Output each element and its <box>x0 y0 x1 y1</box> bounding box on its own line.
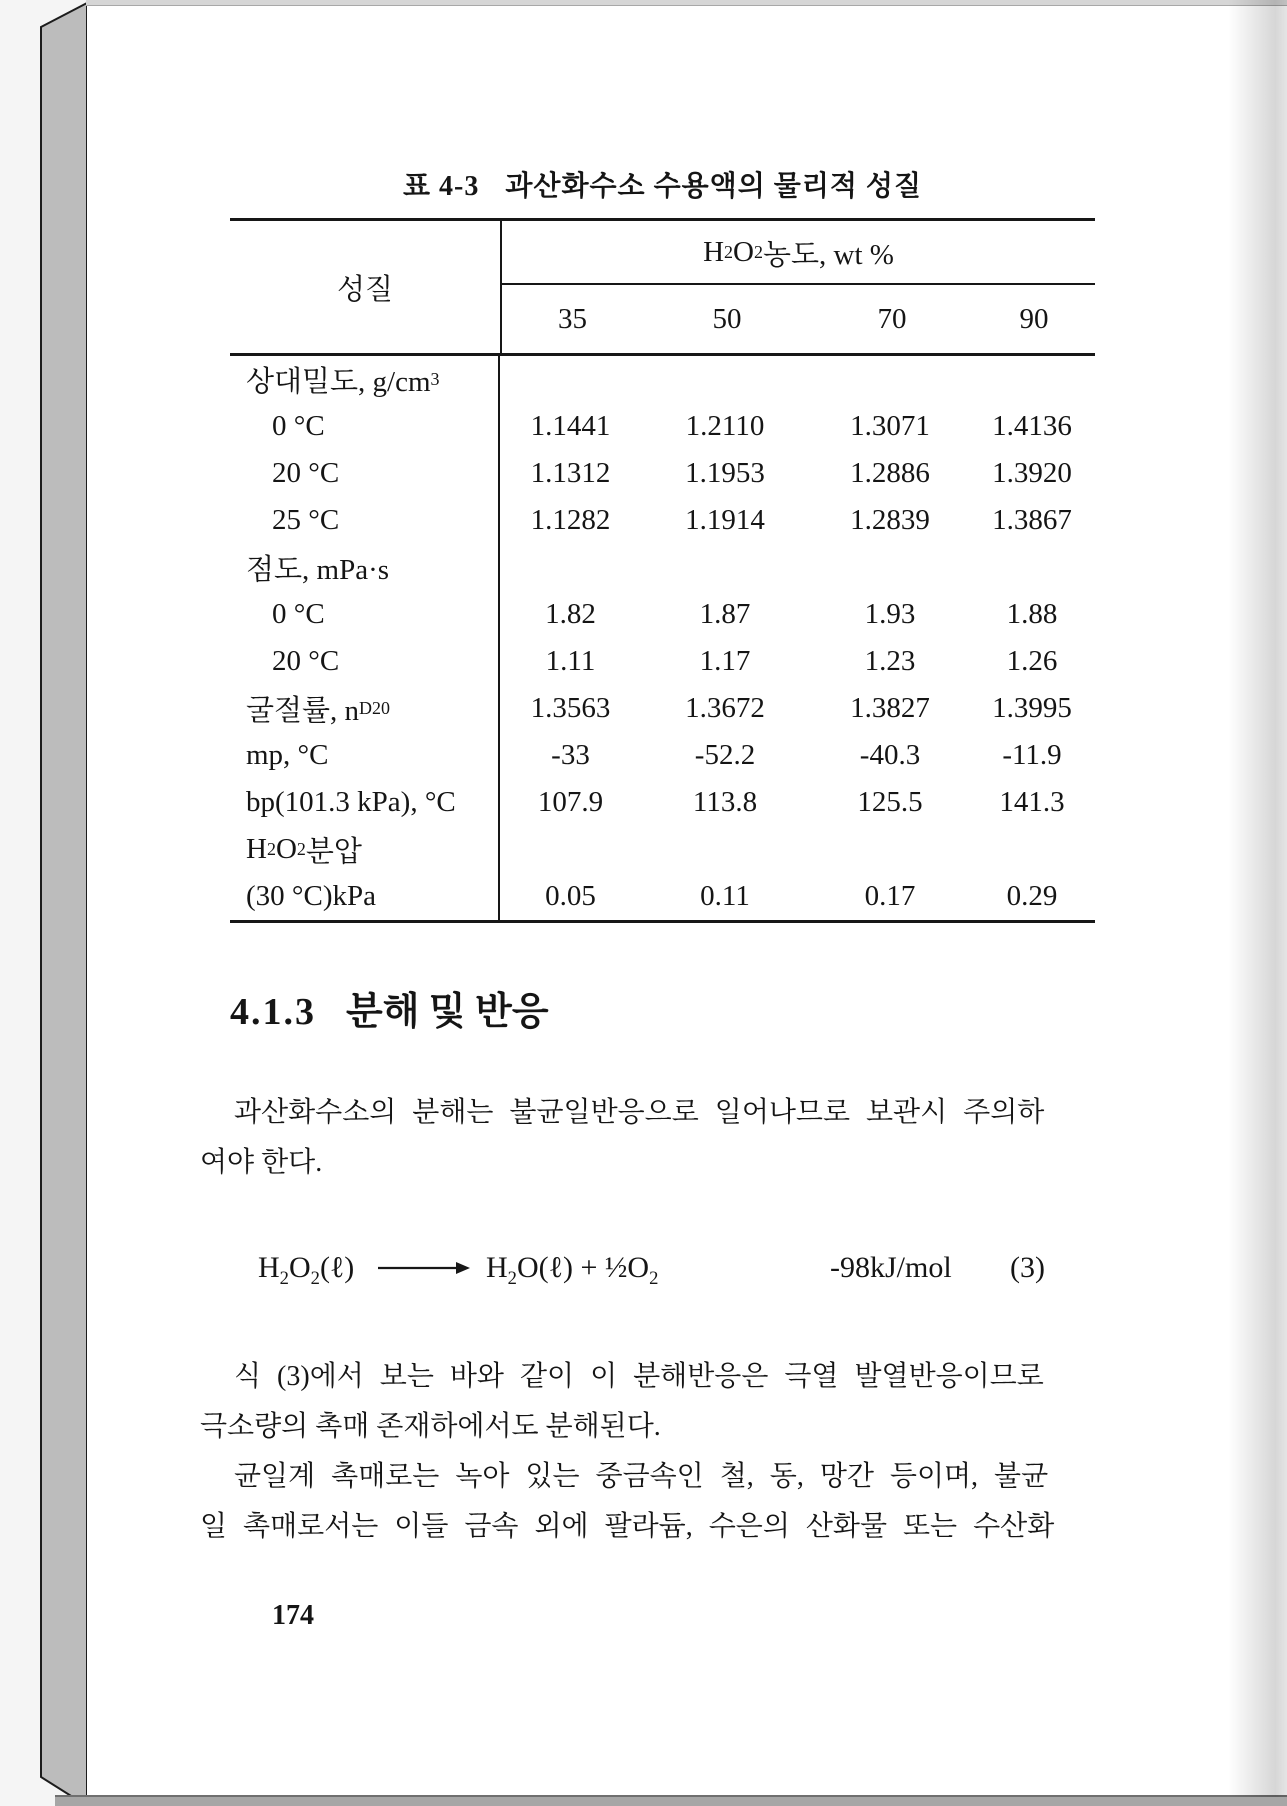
table-row <box>230 685 1095 732</box>
table-row <box>230 591 1095 638</box>
table-cell: 1.2839 <box>850 504 930 536</box>
table-row <box>230 450 1095 497</box>
table-cell: 0.17 <box>864 880 916 912</box>
table-cell: -11.9 <box>1002 739 1062 771</box>
table-cell: 1.2110 <box>685 410 765 442</box>
page-right-shade <box>1228 0 1287 1797</box>
column-header: 90 <box>1019 302 1049 335</box>
book-spine-edge <box>38 0 90 1806</box>
table-row <box>230 497 1095 544</box>
equation-lhs: $H_2O_2(\ell)$ <box>258 1251 355 1289</box>
table-cell: 0.05 <box>545 880 596 912</box>
table-cell: -33 <box>551 739 590 771</box>
page-number: 174 <box>272 1600 314 1631</box>
table-cell: -52.2 <box>694 739 756 771</box>
table-cell: 1.3672 <box>685 692 765 724</box>
reaction-arrow-icon <box>378 1260 470 1276</box>
table-cell: 1.3563 <box>530 692 611 724</box>
table-cell: 141.3 <box>999 786 1065 818</box>
paragraph-line: 여야 한다. <box>200 1147 323 1178</box>
table-cell: 125.5 <box>857 786 923 818</box>
table-row-label: 점도, mPa·s <box>230 544 500 591</box>
paragraph <box>200 1088 1060 1188</box>
table-cell: 1.26 <box>1006 645 1058 677</box>
table-cell: 1.17 <box>699 645 751 677</box>
table-cell: 1.1441 <box>530 410 611 442</box>
table-caption <box>230 164 1095 204</box>
table-cell: 1.2886 <box>850 457 930 489</box>
table-cell: 1.1914 <box>685 504 765 536</box>
table-cell: 1.3071 <box>850 410 930 442</box>
table-cell: 1.1282 <box>530 504 611 536</box>
paragraph-line: 과산화수소의 분해는 불균일반응으로 일어나므로 보관시 주의하 <box>234 1097 1045 1128</box>
table-cell: 1.3920 <box>992 457 1072 489</box>
table-row-label: 0 °C <box>230 591 500 638</box>
section-number: 4.1.3 <box>230 991 316 1033</box>
section-title: 분해 및 반응 <box>346 991 549 1033</box>
table-caption-title: 과산화수소 수용액의 물리적 성질 <box>505 171 923 202</box>
concentration-columns <box>502 285 1095 353</box>
table-row-label: 20 °C <box>230 450 500 497</box>
property-column-header: 성질 <box>230 221 502 353</box>
concentration-header: H 2 O 2 농도, wt % <box>502 221 1095 285</box>
equation-rhs: $H_2O(\ell)$ + $\frac{1}{2}O_2$ <box>486 1251 659 1289</box>
table-cell: 0.11 <box>700 880 750 912</box>
paragraph-line: 균일계 촉매로는 녹아 있는 중금속인 철, 동, 망간 등이며, 불균 <box>234 1461 1049 1492</box>
table-row-label: bp(101.3 kPa), °C <box>230 779 500 826</box>
table-row-label: mp, °C <box>230 732 500 779</box>
table-cell: 1.4136 <box>992 410 1072 442</box>
table-cell: 1.11 <box>545 645 596 677</box>
equation-number: (3) <box>1010 1251 1045 1284</box>
table-row-label: (30 °C)kPa <box>230 873 500 920</box>
table-row-label: 상대밀도, g/cm 3 <box>230 356 500 403</box>
table-cell: 1.3827 <box>850 692 930 724</box>
column-header: 35 <box>558 302 587 335</box>
paragraph-line: 일 촉매로서는 이들 금속 외에 팔라듐, 수은의 산화물 또는 수산화 <box>200 1511 1055 1542</box>
paragraph-line: 극소량의 촉매 존재하에서도 분해된다. <box>200 1411 661 1442</box>
table-row <box>230 779 1095 826</box>
table-caption-number: 표 4-3 <box>402 171 480 202</box>
table-cell: 1.23 <box>864 645 916 677</box>
table-row <box>230 544 1095 591</box>
table-row-label: 0 °C <box>230 403 500 450</box>
table-row-label: 굴절률, n D 20 <box>230 685 500 732</box>
equation-3 <box>258 1246 1058 1290</box>
table-cell: 0.29 <box>1006 880 1058 912</box>
table-cell: 1.3995 <box>992 692 1072 724</box>
table-row-label: 20 °C <box>230 638 500 685</box>
table-row-label: 25 °C <box>230 497 500 544</box>
table-cell: 1.87 <box>699 598 751 630</box>
table-cell: 1.93 <box>864 598 916 630</box>
table-row-label: H 2 O 2 분압 <box>230 826 500 873</box>
table-cell: 1.1312 <box>530 457 611 489</box>
table-row <box>230 638 1095 685</box>
equation-energy: -98kJ/mol <box>830 1251 952 1284</box>
column-header: 50 <box>712 302 742 335</box>
table-cell: 107.9 <box>537 786 604 818</box>
table-cell: 113.8 <box>692 786 758 818</box>
table-cell: 1.3867 <box>992 504 1072 536</box>
table-row <box>230 403 1095 450</box>
table-row <box>230 732 1095 779</box>
table-row <box>230 356 1095 403</box>
page-bottom-edge <box>55 1795 1287 1806</box>
paragraph-line: 식 (3)에서 보는 바와 같이 이 분해반응은 극열 발열반응이므로 <box>234 1361 1044 1392</box>
table-cell: 1.1953 <box>685 457 765 489</box>
table-cell: 1.88 <box>1006 598 1058 630</box>
column-header: 70 <box>877 302 907 335</box>
section-heading <box>230 980 549 1035</box>
table-row <box>230 826 1095 873</box>
table-cell: 1.82 <box>545 598 596 630</box>
page-top-edge <box>86 0 1287 6</box>
table-cell: -40.3 <box>859 739 921 771</box>
paragraph <box>200 1352 1060 1552</box>
table-row <box>230 873 1095 920</box>
properties-table <box>230 218 1095 923</box>
table-header <box>230 221 1095 356</box>
